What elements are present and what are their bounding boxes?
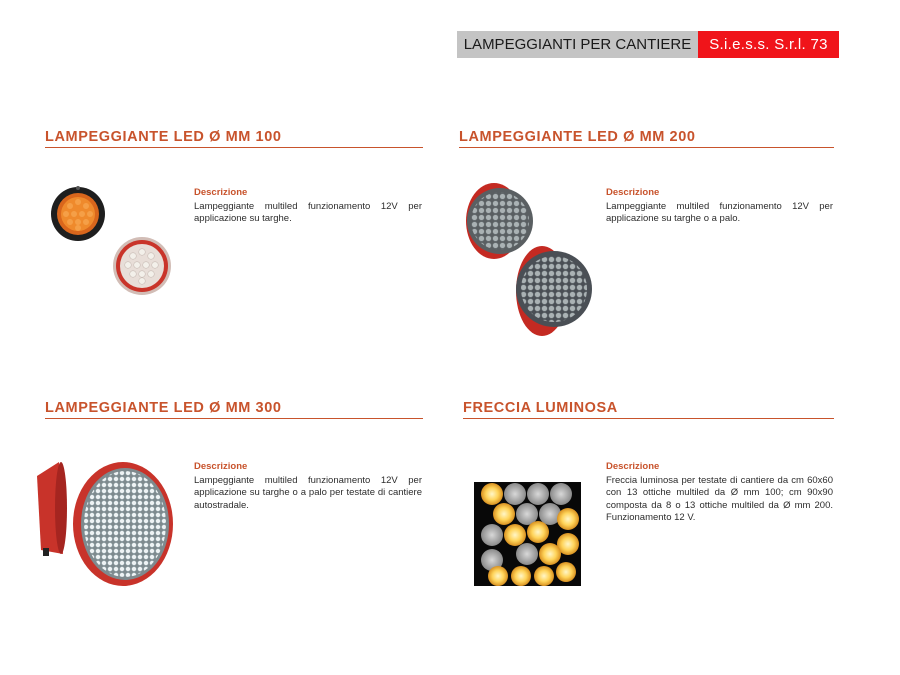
led-200-product-image — [464, 179, 594, 344]
description-text: Lampeggiante multiled funzionamento 12V per applicazione su targhe o a palo per testate di cantiere autostradale. — [194, 475, 422, 511]
description-label: Descrizione — [194, 461, 248, 472]
title-rule — [45, 418, 423, 419]
product-title: LAMPEGGIANTE LED Ø MM 100 — [45, 129, 282, 145]
product-title: LAMPEGGIANTE LED Ø MM 200 — [459, 129, 696, 145]
freccia-luminosa-product-image — [474, 482, 581, 586]
title-rule — [463, 418, 834, 419]
description-text: Lampeggiante multiled funzionamento 12V per applicazione su targhe. — [194, 201, 422, 225]
description-text: Lampeggiante multiled funzionamento 12V per applicazione su targhe o a palo. — [606, 201, 833, 225]
led-300-product-image — [35, 458, 185, 593]
product-title: LAMPEGGIANTE LED Ø MM 300 — [45, 400, 282, 416]
led-100-product-image — [50, 184, 175, 304]
page-header — [457, 31, 839, 58]
description-label: Descrizione — [194, 187, 248, 198]
description-label: Descrizione — [606, 187, 660, 198]
title-rule — [459, 147, 834, 148]
description-text: Freccia luminosa per testate di cantiere da cm 60x60 con 13 ottiche multiled da Ø mm 100; cm 90x90 composta da 8 o 13 ottiche multiled da Ø mm 200. Funzionamento 12 V. — [606, 475, 833, 523]
section-title: LAMPEGGIANTI PER CANTIERE — [457, 31, 698, 58]
title-rule — [45, 147, 423, 148]
brand-page-number: S.i.e.s.s. S.r.l. 73 — [698, 31, 839, 58]
description-label: Descrizione — [606, 461, 660, 472]
product-title: FRECCIA LUMINOSA — [463, 400, 618, 416]
